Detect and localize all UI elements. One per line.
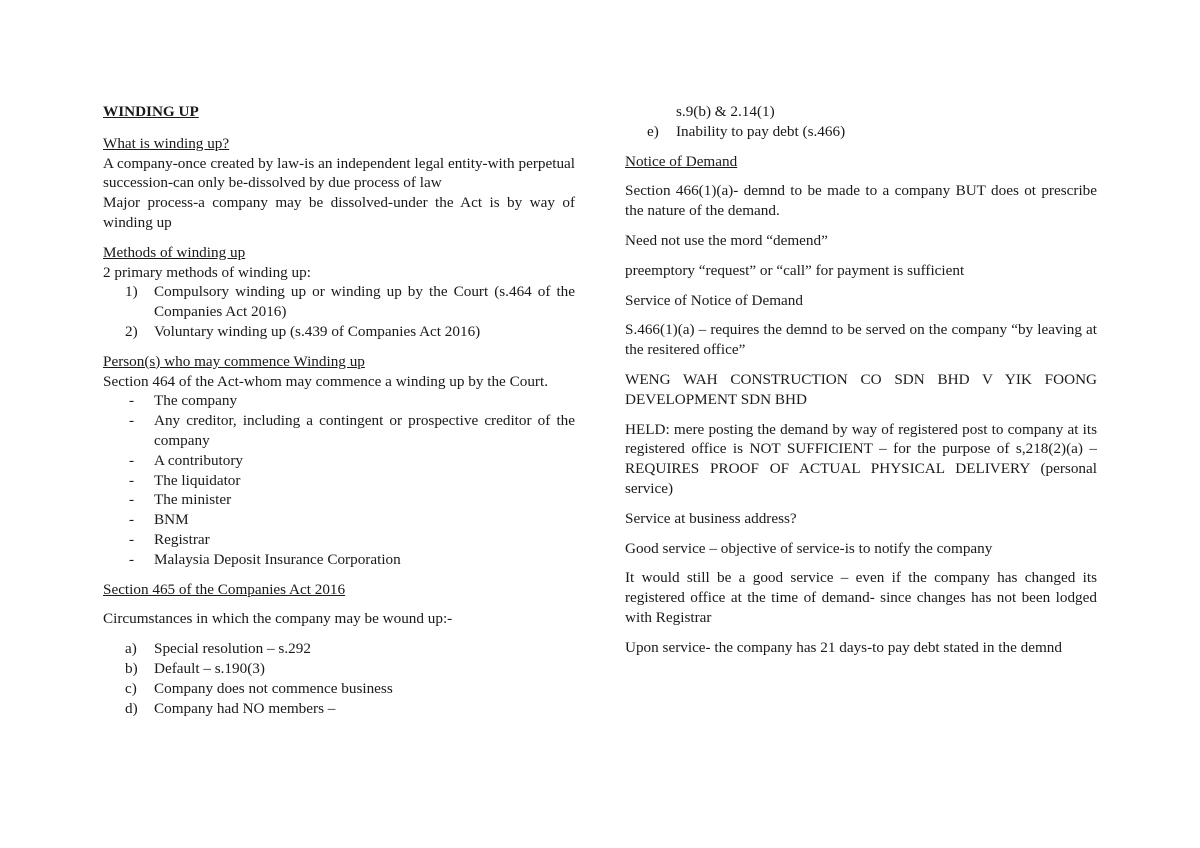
list-item-text: BNM: [154, 511, 189, 529]
paragraph: It would still be a good service – even if the company has changed its registered office at the time of demand- since changes has not been lodged with Registrar: [625, 569, 1097, 626]
case-name: WENG WAH CONSTRUCTION CO SDN BHD V YIK FOONG DEVELOPMENT SDN BHD: [625, 370, 1097, 408]
list-item-text: Any creditor, including a contingent or prospective creditor of the company: [154, 412, 575, 449]
section-465-heading: Section 465 of the Companies Act 2016: [103, 580, 346, 598]
question-heading: What is winding up?: [103, 134, 230, 152]
list-item: [103, 659, 575, 679]
paragraph: Service of Notice of Demand: [625, 291, 803, 309]
list-item: [103, 411, 575, 451]
list-continuation: s.9(b) & 2.14(1): [676, 103, 775, 120]
persons-intro: Section 464 of the Act-whom may commence a winding up by the Court.: [103, 372, 548, 390]
list-item: [103, 490, 575, 510]
methods-list: [103, 282, 575, 341]
list-item-text: Malaysia Deposit Insurance Corporation: [154, 550, 401, 568]
list-marker: -: [129, 550, 135, 568]
list-item: [103, 679, 575, 699]
list-item-text: Special resolution – s.292: [154, 640, 311, 658]
list-item: [103, 639, 575, 659]
list-item: [103, 451, 575, 471]
paragraph: Section 466(1)(a)- demnd to be made to a company BUT does ot prescribe the nature of the demand.: [625, 182, 1097, 220]
list-item: [103, 391, 575, 411]
paragraph: HELD: mere posting the demand by way of registered post to company at its registered office is NOT SUFFICIENT – for the purpose of s,218(2)(a) –REQUIRES PROOF OF ACTUAL PHYSICAL DELIVERY (personal service): [625, 420, 1097, 497]
list-marker: -: [129, 530, 135, 548]
list-item: [103, 471, 575, 491]
process-paragraph: Major process-a company may be dissolved-under the Act is by way of winding up: [103, 194, 575, 231]
right-column: [625, 102, 1097, 658]
definition-paragraph: A company-once created by law-is an independent legal entity-with perpetual succession-can only be-dissolved by due process of law: [103, 154, 575, 192]
list-item: [103, 699, 575, 719]
list-marker: -: [129, 451, 135, 469]
list-marker: d): [125, 699, 138, 717]
list-item-text: The company: [154, 392, 238, 410]
list-item-text: The minister: [154, 491, 232, 509]
list-item-text: Company had NO members –: [154, 699, 336, 717]
document-title: WINDING UP: [103, 103, 199, 120]
list-item-text: Registrar: [154, 530, 210, 548]
list-marker: e): [647, 122, 659, 140]
paragraph: Upon service- the company has 21 days-to pay debt stated in the demnd: [625, 638, 1062, 656]
list-marker: -: [129, 511, 135, 529]
list-marker: -: [129, 392, 135, 410]
list-item: [103, 550, 575, 570]
list-marker: 1): [125, 283, 138, 301]
list-item: [103, 530, 575, 550]
list-item: [625, 122, 1097, 142]
paragraph: Need not use the mord “demend”: [625, 231, 828, 249]
list-marker: -: [129, 491, 135, 509]
list-item-text: Company does not commence business: [154, 679, 393, 697]
list-item-text: Default – s.190(3): [154, 659, 265, 677]
circumstances-list-continued: [625, 122, 1097, 142]
methods-intro: 2 primary methods of winding up:: [103, 263, 311, 281]
list-item-text: A contributory: [154, 451, 244, 469]
list-item-text: Compulsory winding up or winding up by the Court (s.464 of the Companies Act 2016): [154, 283, 575, 321]
circumstances-list: [103, 639, 575, 718]
paragraph: Good service – objective of service-is to notify the company: [625, 539, 993, 557]
list-item: [103, 322, 575, 342]
paragraph: Service at business address?: [625, 509, 797, 527]
paragraph: preemptory “request” or “call” for payment is sufficient: [625, 261, 965, 279]
list-item-text: The liquidator: [154, 471, 241, 489]
persons-heading: Person(s) who may commence Winding up: [103, 352, 365, 370]
list-item-text: Voluntary winding up (s.439 of Companies Act 2016): [154, 322, 481, 340]
methods-heading: Methods of winding up: [103, 243, 246, 261]
circumstances-intro: Circumstances in which the company may be wound up:-: [103, 610, 453, 628]
notice-of-demand-heading: Notice of Demand: [625, 152, 738, 170]
list-marker: c): [125, 679, 137, 697]
list-item: [103, 282, 575, 322]
left-column: [103, 102, 575, 718]
list-item-text: Inability to pay debt (s.466): [676, 122, 846, 140]
paragraph: S.466(1)(a) – requires the demnd to be served on the company “by leaving at the resitered office”: [625, 321, 1097, 359]
list-marker: a): [125, 640, 137, 658]
list-item: [103, 510, 575, 530]
list-marker: -: [129, 412, 135, 430]
list-marker: 2): [125, 322, 138, 340]
persons-list: [103, 391, 575, 569]
list-marker: b): [125, 659, 138, 677]
list-marker: -: [129, 471, 135, 489]
